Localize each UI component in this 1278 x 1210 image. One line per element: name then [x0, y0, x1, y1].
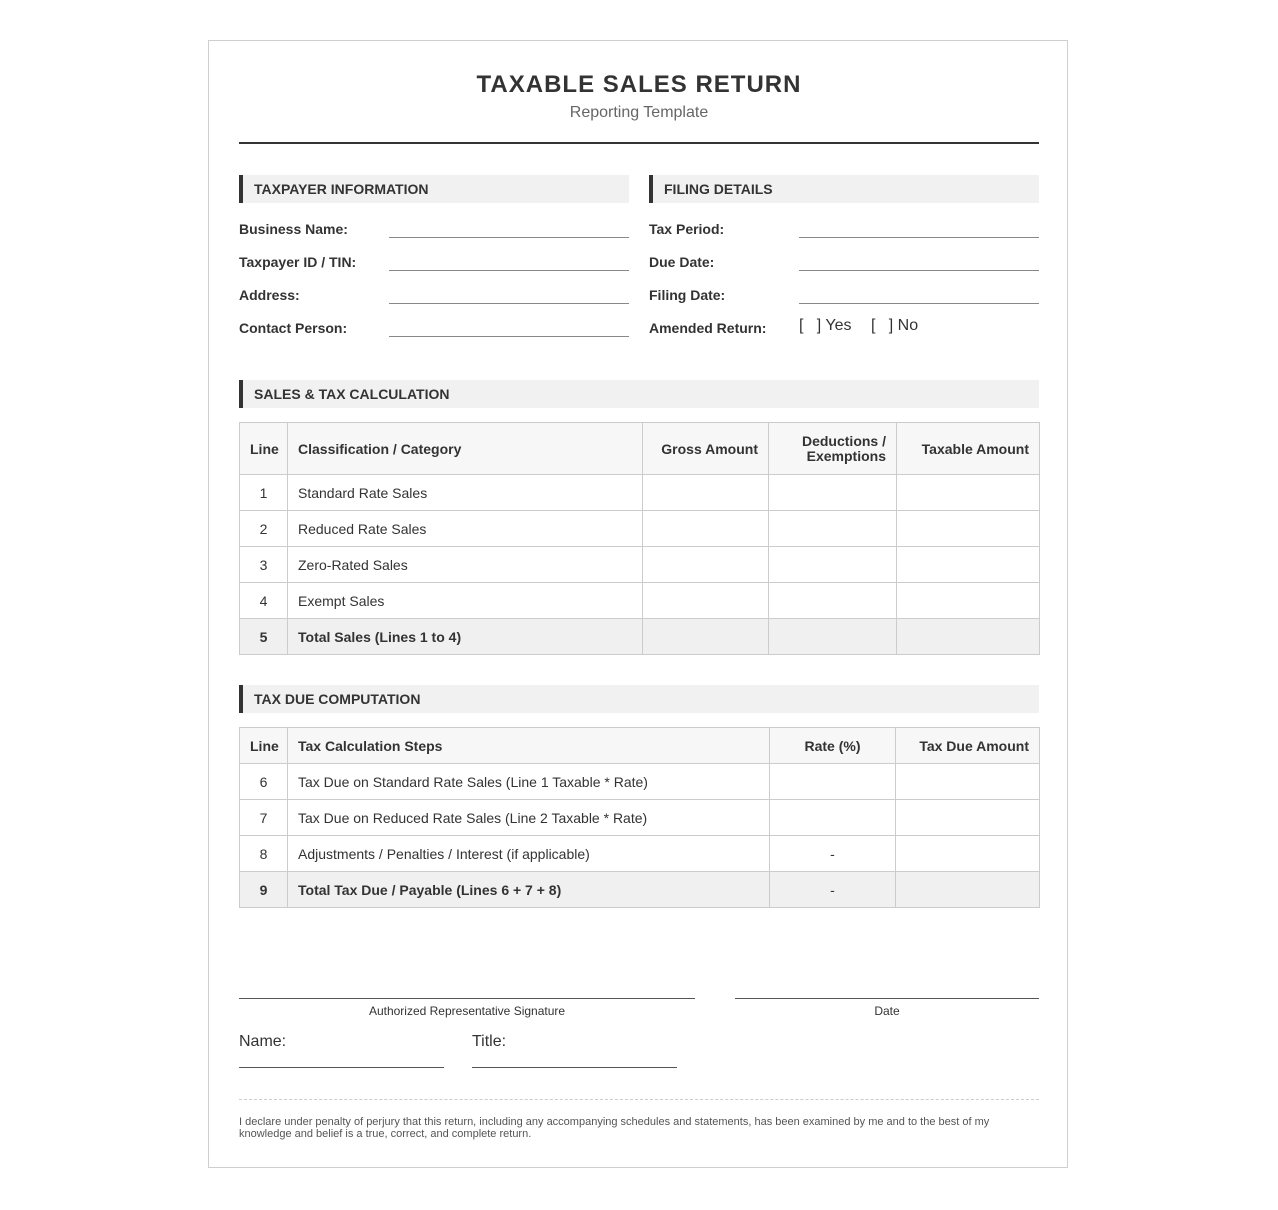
contact-person-label: Contact Person:	[239, 320, 348, 336]
table-row	[240, 836, 1040, 872]
due-date-label: Due Date:	[649, 254, 715, 270]
name-label: Name:	[239, 1033, 287, 1050]
category-cell: Zero-Rated Sales	[288, 547, 643, 583]
table-row	[240, 583, 1040, 619]
col-gross: Gross Amount	[643, 423, 769, 475]
gross-cell[interactable]	[643, 511, 769, 547]
col-category: Classification / Category	[288, 423, 643, 475]
filing-date-label: Filing Date:	[649, 287, 726, 303]
amended-yes-checkbox[interactable]: [ ] Yes	[799, 317, 852, 334]
line-number: 7	[240, 800, 288, 836]
sales-section-header: SALES & TAX CALCULATION	[239, 380, 1039, 408]
deductions-cell[interactable]	[769, 619, 897, 655]
form-page	[208, 40, 1068, 1168]
step-cell: Tax Due on Reduced Rate Sales (Line 2 Taxable * Rate)	[288, 800, 770, 836]
signature-line[interactable]	[239, 998, 695, 999]
taxable-cell[interactable]	[897, 619, 1040, 655]
step-cell: Total Tax Due / Payable (Lines 6 + 7 + 8)	[288, 872, 770, 908]
col-rate: Rate (%)	[770, 728, 896, 764]
amount-cell[interactable]	[896, 800, 1040, 836]
line-number: 3	[240, 547, 288, 583]
title-label: Title:	[472, 1033, 507, 1050]
category-cell: Standard Rate Sales	[288, 475, 643, 511]
title-field[interactable]	[472, 1067, 677, 1068]
filing-section-header: FILING DETAILS	[649, 175, 1039, 203]
deductions-cell[interactable]	[769, 475, 897, 511]
col-deductions: Deductions / Exemptions	[769, 423, 897, 475]
form-subtitle: Reporting Template	[569, 104, 709, 121]
tax-period-label: Tax Period:	[649, 221, 725, 237]
address-label: Address:	[239, 287, 300, 303]
table-row	[240, 547, 1040, 583]
rate-cell: -	[770, 836, 896, 872]
tax-due-section-header: TAX DUE COMPUTATION	[239, 685, 1039, 713]
due-date-field[interactable]	[799, 270, 1039, 271]
line-number: 8	[240, 836, 288, 872]
total-row	[240, 619, 1040, 655]
gross-cell[interactable]	[643, 475, 769, 511]
line-number: 5	[240, 619, 288, 655]
taxable-cell[interactable]	[897, 547, 1040, 583]
rate-cell[interactable]	[770, 800, 896, 836]
taxpayer-id-field[interactable]	[389, 270, 629, 271]
category-cell: Reduced Rate Sales	[288, 511, 643, 547]
business-name-label: Business Name:	[239, 221, 348, 237]
taxable-cell[interactable]	[897, 583, 1040, 619]
declaration-divider	[239, 1099, 1039, 1100]
col-taxable: Taxable Amount	[897, 423, 1040, 475]
tax-due-header-row	[240, 728, 1040, 764]
amended-no-checkbox[interactable]: [ ] No	[871, 317, 919, 334]
col-steps: Tax Calculation Steps	[288, 728, 770, 764]
signature-date-caption: Date	[874, 1004, 900, 1018]
taxpayer-id-label: Taxpayer ID / TIN:	[239, 254, 357, 270]
business-name-field[interactable]	[389, 237, 629, 238]
signature-caption: Authorized Representative Signature	[368, 1004, 566, 1018]
table-row	[240, 511, 1040, 547]
line-number: 1	[240, 475, 288, 511]
col-line: Line	[240, 728, 288, 764]
line-number: 2	[240, 511, 288, 547]
category-cell: Total Sales (Lines 1 to 4)	[288, 619, 643, 655]
filing-date-field[interactable]	[799, 303, 1039, 304]
table-row	[240, 764, 1040, 800]
col-line: Line	[240, 423, 288, 475]
tax-due-table	[239, 727, 1040, 908]
declaration-text: I declare under penalty of perjury that this return, including any accompanying schedules and statements, has been examined by me and to the best of my knowledge and belief is a true, correct, and complete return.	[239, 1116, 990, 1140]
table-row	[240, 800, 1040, 836]
step-cell: Adjustments / Penalties / Interest (if applicable)	[288, 836, 770, 872]
name-field[interactable]	[239, 1067, 444, 1068]
header-divider	[239, 142, 1039, 144]
line-number: 4	[240, 583, 288, 619]
gross-cell[interactable]	[643, 583, 769, 619]
gross-cell[interactable]	[643, 619, 769, 655]
taxpayer-section-header: TAXPAYER INFORMATION	[239, 175, 629, 203]
deductions-cell[interactable]	[769, 547, 897, 583]
signature-date-line[interactable]	[735, 998, 1039, 999]
taxable-cell[interactable]	[897, 511, 1040, 547]
line-number: 9	[240, 872, 288, 908]
col-tax-due: Tax Due Amount	[896, 728, 1040, 764]
tax-period-field[interactable]	[799, 237, 1039, 238]
amount-cell[interactable]	[896, 836, 1040, 872]
deductions-cell[interactable]	[769, 583, 897, 619]
line-number: 6	[240, 764, 288, 800]
amount-cell[interactable]	[896, 872, 1040, 908]
table-row	[240, 475, 1040, 511]
taxable-cell[interactable]	[897, 475, 1040, 511]
amount-cell[interactable]	[896, 764, 1040, 800]
category-cell: Exempt Sales	[288, 583, 643, 619]
rate-cell[interactable]	[770, 764, 896, 800]
total-row	[240, 872, 1040, 908]
form-title: TAXABLE SALES RETURN	[476, 71, 802, 98]
sales-table	[239, 422, 1040, 655]
amended-return-label: Amended Return:	[649, 320, 767, 336]
address-field[interactable]	[389, 303, 629, 304]
contact-person-field[interactable]	[389, 336, 629, 337]
gross-cell[interactable]	[643, 547, 769, 583]
rate-cell: -	[770, 872, 896, 908]
step-cell: Tax Due on Standard Rate Sales (Line 1 Taxable * Rate)	[288, 764, 770, 800]
deductions-cell[interactable]	[769, 511, 897, 547]
sales-header-row	[240, 423, 1040, 475]
